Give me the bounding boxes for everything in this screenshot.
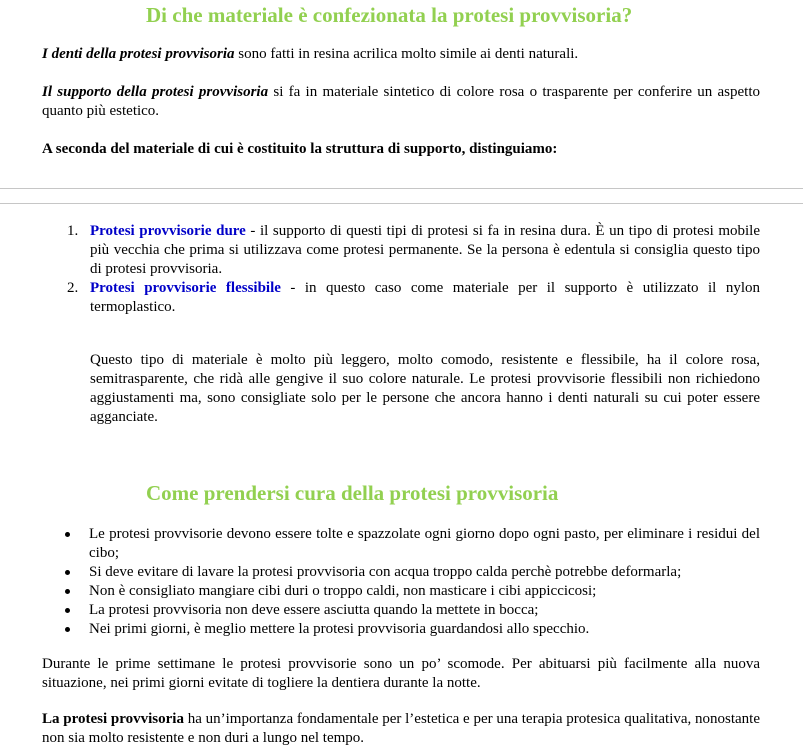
list-text: Si deve evitare di lavare la protesi provvisoria con acqua troppo calda perchè potrebbe deformarla; — [89, 564, 682, 580]
divider-top — [0, 188, 803, 189]
paragraph-support — [42, 83, 760, 121]
list-item — [89, 525, 760, 563]
list-number: 1. — [67, 223, 79, 239]
teeth-text: sono fatti in resina acrilica molto simile ai denti naturali. — [234, 46, 579, 62]
section-title-material: Di che materiale è confezionata la protesi provvisoria? — [146, 3, 633, 27]
bullet-icon — [65, 608, 70, 613]
paragraph-distinguish: A seconda del materiale di cui è costituito la struttura di supporto, distinguiamo: — [42, 141, 558, 157]
list-item — [89, 601, 760, 620]
support-text: si fa in materiale sintetico di colore rosa o trasparente per conferire un aspetto quanto più estetico. — [42, 84, 761, 119]
types-list — [67, 222, 760, 317]
divider-bottom — [0, 203, 803, 204]
list-item — [67, 222, 760, 279]
list-item — [89, 620, 760, 639]
bullet-icon — [65, 570, 70, 575]
list-term: Protesi provvisorie flessibile — [90, 280, 281, 296]
list-number: 2. — [67, 280, 79, 296]
list-text: Le protesi provvisorie devono essere tolte e spazzolate ogni giorno dopo ogni pasto, per eliminare i residui del cibo; — [89, 526, 760, 561]
paragraph-teeth — [42, 45, 760, 64]
list-item — [89, 582, 760, 601]
paragraph-importance — [42, 710, 760, 748]
list-text: Nei primi giorni, è meglio mettere la protesi provvisoria guardandosi allo specchio. — [89, 621, 590, 637]
section-title-care: Come prendersi cura della protesi provvisoria — [146, 481, 559, 505]
paragraph-first-weeks: Durante le prime settimane le protesi provvisorie sono un po’ scomode. Per abituarsi più facilmente alla nuova situazione, nei primi giorni evitate di togliere la dentiera durante la notte. — [42, 656, 760, 691]
list-item — [67, 279, 760, 317]
list-text: - il supporto di questi tipi di protesi si fa in resina dura. È un tipo di protesi mobile più vecchia che prima si utilizzava come protesi permanente. Se la persona è edentula si consiglia questo tipo di protesi provvisoria. — [90, 223, 760, 277]
bullet-icon — [65, 589, 70, 594]
care-list — [89, 525, 760, 639]
list-text: Non è consigliato mangiare cibi duri o troppo caldi, non masticare i cibi appiccicosi; — [89, 583, 597, 599]
teeth-term: I denti della protesi provvisoria — [42, 46, 235, 62]
importance-term: La protesi provvisoria — [42, 711, 184, 727]
bullet-icon — [65, 532, 70, 537]
list-term: Protesi provvisorie dure — [90, 223, 246, 239]
list-text: La protesi provvisoria non deve essere asciutta quando la mettete in bocca; — [89, 602, 539, 618]
list-item — [89, 563, 760, 582]
importance-text: ha un’importanza fondamentale per l’estetica e per una terapia protesica qualitativa, nonostante non sia molto resistente e non duri a lungo nel tempo. — [42, 711, 761, 746]
list-text: - in questo caso come materiale per il supporto è utilizzato il nylon termoplastico. — [90, 280, 760, 315]
support-term: Il supporto della protesi provvisoria — [42, 84, 269, 100]
bullet-icon — [65, 627, 70, 632]
paragraph-flexible-note: Questo tipo di materiale è molto più leggero, molto comodo, resistente e flessibile, ha il colore rosa, semitrasparente, che ridà alle gengive il suo colore naturale. Le protesi provvisorie flessibili non richiedono aggiustamenti ma, sono consigliate solo per le persone che ancora hanno i denti naturali su cui poter essere agganciate. — [90, 352, 760, 425]
